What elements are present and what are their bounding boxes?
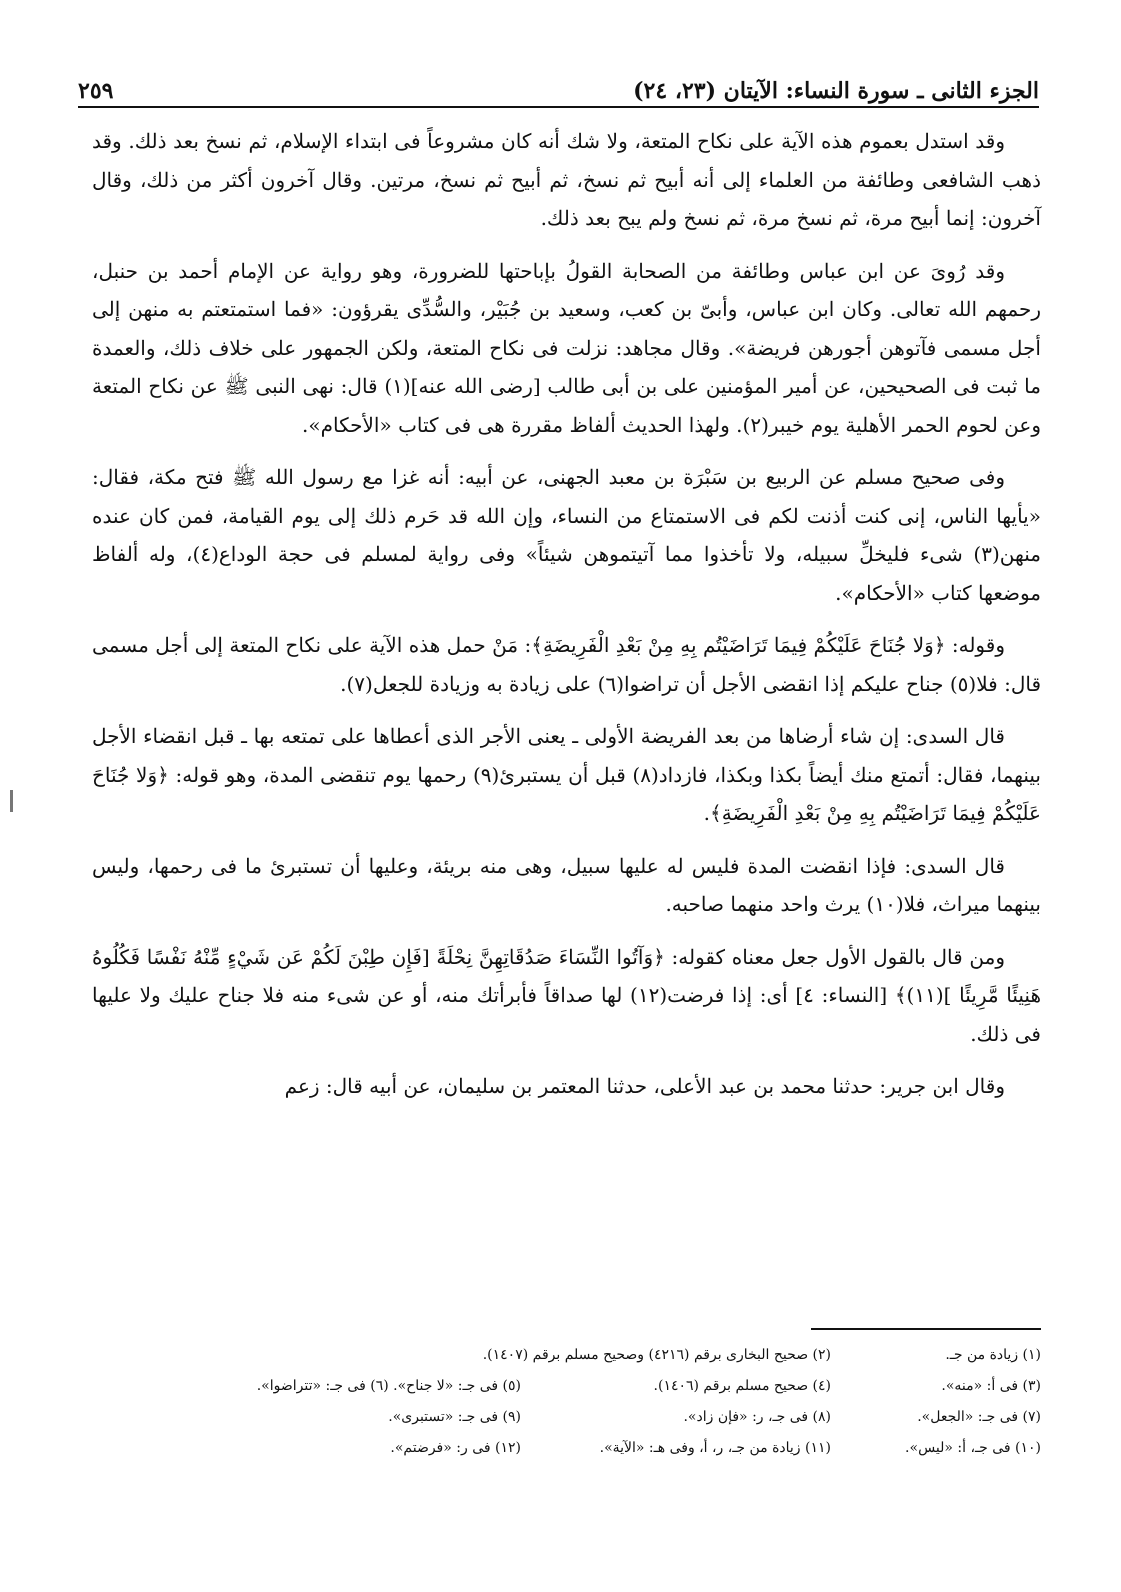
footnote: (٢) صحيح البخارى برقم (٤٢١٦) وصحيح مسلم برقم (١٤٠٧).	[482, 1347, 831, 1363]
footnote: (٣) فى أ: «منه».	[941, 1378, 1041, 1394]
paragraph: وقد استدل بعموم هذه الآية على نكاح المتعة، ولا شك أنه كان مشروعاً فى ابتداء الإسلام، ثم نسخ بعد ذلك. وقد ذهب الشافعى وطائفة من العلماء إلى أنه أبيح ثم نسخ، ثم أبيح ثم نسخ، مرتين. وقال آخرون أكثر من ذلك، وقال آخرون: إنما أبيح مرة، ثم نسخ مرة، ثم نسخ ولم يبح بعد ذلك.	[92, 129, 1041, 230]
paragraph: وفى صحيح مسلم عن الربيع بن سَبْرَة بن معبد الجهنى، عن أبيه: أنه غزا مع رسول الله ﷺ فتح مكة، فقال: «يأيها الناس، إنى كنت أذنت لكم فى الاستمتاع من النساء، وإن الله قد حَرم ذلك إلى يوم القيامة، فمن كان عنده منهن(٣) شىء فليخلِّ سبيله، ولا تأخذوا مما آتيتموهن شيئاً» وفى رواية لمسلم فى حجة الوداع(٤)، وله ألفاظ موضعها كتاب «الأحكام».	[92, 465, 1041, 605]
footnote: (٨) فى جـ، ر: «فإن زاد».	[683, 1409, 831, 1425]
paragraph: قال السدى: فإذا انقضت المدة فليس له عليها سبيل، وهى منه بريئة، وعليها أن تستبرئ ما فى رحمها، وليس بينهما ميراث، فلا(١٠) يرث واحد منهما صاحبه.	[92, 853, 1041, 916]
page-number: ٢٥٩	[78, 78, 114, 104]
footnote: (١١) زيادة من جـ، ر، أ، وفى هـ: «الآية».	[599, 1440, 831, 1456]
footnote-row	[92, 1340, 1041, 1371]
paragraph: ومن قال بالقول الأول جعل معناه كقوله: ﴿وَآتُوا النِّسَاءَ صَدُقَاتِهِنَّ نِحْلَةً [فَإِن طِبْنَ لَكُمْ عَن شَيْءٍ مِّنْهُ نَفْسًا فَكُلُوهُ هَنِيئًا مَّرِيئًا ](١١)﴾ [النساء: ٤] أى: إذا فرضت(١٢) لها صداقاً فأبرأتك منه، أو عن شىء منه فلا جناح عليك ولا عليها فى ذلك.	[92, 944, 1041, 1046]
footnote: (٥) فى جـ: «لا جناح». (٦) فى جـ: «تتراضوا».	[256, 1378, 521, 1394]
main-text	[92, 122, 1041, 1120]
footnote: (٧) فى جـ: «الجعل».	[917, 1409, 1041, 1425]
footnote-row	[92, 1433, 1041, 1464]
paragraph: وقال ابن جرير: حدثنا محمد بن عبد الأعلى، حدثنا المعتمر بن سليمان، عن أبيه قال: زعم	[284, 1074, 1005, 1098]
footnote: (١) زيادة من جـ.	[945, 1347, 1041, 1363]
footnote: (١٠) فى جـ، أ: «ليس».	[905, 1440, 1041, 1456]
paragraph: قال السدى: إن شاء أرضاها من بعد الفريضة الأولى ـ يعنى الأجر الذى أعطاها على تمتعه بها ـ قبل انقضاء الأجل بينهما، فقال: أتمتع منك أيضاً بكذا وبكذا، فازداد(٨) قبل أن يستبرئ(٩) رحمها يوم تنقضى المدة، وهو قوله: ﴿وَلا جُنَاحَ عَلَيْكُمْ فِيمَا تَرَاضَيْتُم بِهِ مِنْ بَعْدِ الْفَرِيضَةِ﴾.	[92, 724, 1041, 825]
paragraph: وقد رُوىَ عن ابن عباس وطائفة من الصحابة القولُ بإباحتها للضرورة، وهو رواية عن الإمام أحمد بن حنبل، رحمهم الله تعالى. وكان ابن عباس، وأبىّ بن كعب، وسعيد بن جُبَيْر، والسُّدِّى يقرؤون: «فما استمتعتم به منهن إلى أجل مسمى فآتوهن أجورهن فريضة». وقال مجاهد: نزلت فى نكاح المتعة، ولكن الجمهور على خلاف ذلك، والعمدة ما ثبت فى الصحيحين، عن أمير المؤمنين على بن أبى طالب [رضى الله عنه](١) قال: نهى النبى ﷺ عن نكاح المتعة وعن لحوم الحمر الأهلية يوم خيبر(٢). ولهذا الحديث ألفاظ مقررة هى فى كتاب «الأحكام».	[92, 258, 1041, 437]
header-title: الجزء الثانى ـ سورة النساء: الآيتان (٢٣، ٢٤)	[633, 78, 1039, 104]
scan-mark	[10, 790, 13, 812]
footnotes	[92, 1340, 1041, 1464]
footnote: (٤) صحيح مسلم برقم (١٤٠٦).	[653, 1378, 831, 1394]
paragraph: وقوله: ﴿وَلا جُنَاحَ عَلَيْكُمْ فِيمَا تَرَاضَيْتُم بِهِ مِنْ بَعْدِ الْفَرِيضَةِ﴾: مَنْ حمل هذه الآية على نكاح المتعة إلى أجل مسمى قال: فلا(٥) جناح عليكم إذا انقضى الأجل أن تراضوا(٦) على زيادة به وزيادة للجعل(٧).	[92, 633, 1041, 696]
footnote-row	[92, 1371, 1041, 1402]
footnote-row	[92, 1402, 1041, 1433]
footnote: (٩) فى جـ: «تستبرى».	[388, 1409, 521, 1425]
footnote-separator	[811, 1328, 1041, 1330]
footnote: (١٢) فى ر: «فرضتم».	[390, 1440, 521, 1456]
running-header	[78, 64, 1039, 108]
